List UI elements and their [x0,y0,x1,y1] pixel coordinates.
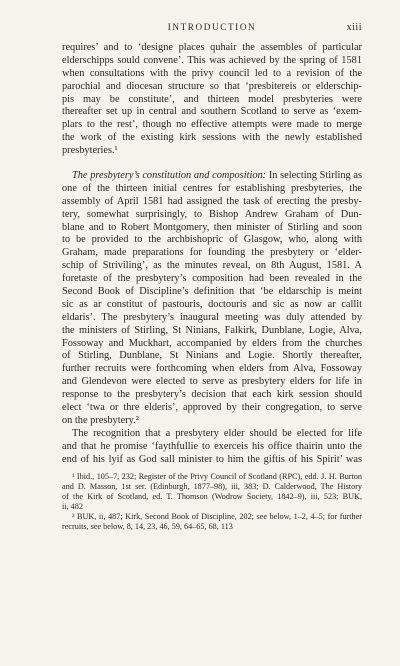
running-head-title: INTRODUCTION [167,22,257,32]
footnote-line: of the Kirk of Scotland, ed. T. Thomson (Wodrow Society, 1842–9), iii, 523; BUK, [62,491,362,501]
footnote-line: ² BUK, ii, 487; Kirk, Second Book of Discipline, 202; see below, 1–2, 4–5; for further [72,512,362,522]
paragraph-2-line: blane and to Robert Montgomery, then minister of Stirling and soon [62,221,362,233]
page-number: xiii [346,22,362,33]
paragraph-2-line: foretaste of the presbytery’s composition had been revealed in the [62,273,362,285]
paragraph-2-line: response to the presbytery’s decision that each kirk session should [62,389,362,401]
paragraph-2-line: further recruits were forthcoming when elders from Alva, Fossoway [62,363,362,375]
paragraph-2-line: and Glendevon were elected to serve as presbytery elders for life in [62,376,362,388]
paragraph-1 [62,42,362,158]
paragraph-2-line: tery, somewhat surprisingly, to Bishop Andrew Graham of Dun- [62,208,362,220]
paragraph-3-line: end of his lyif as God sall minister to him the giftis of his Spirit’ was [62,453,362,465]
paragraph-2-line: Graham, made preparations for founding the presbytery or ‘elder- [62,247,362,259]
paragraph-3-line: and that he promise ‘faythfullie to exerceis his office thairin unto the [62,440,362,452]
paragraph-1-line: parochial and diocesan structure so that ‘presbitereis or elderschip- [62,80,362,92]
paragraph-1-line: when consultations with the privy council led to a revision of the [62,67,362,79]
paragraph-2-line: the ministers of Stirling, St Ninians, Falkirk, Dunblane, Logie, Alva, [62,324,362,336]
footnote-line: ii, 482 [62,502,83,512]
paragraph-1-line: presbyteries.¹ [62,145,118,157]
footnotes [62,472,362,533]
paragraph-1-line: pis may be constitute’, and thirteen model presbyteries were [62,93,362,105]
paragraph-2-line [62,170,362,183]
paragraph-2-line: sic as ar constitut of pastouris, doctouris and sic as now ar callit [62,298,362,310]
paragraph-2-line: on the presbytery.² [62,414,139,426]
running-head [62,22,362,36]
paragraph-1-line: elderschipps sould convene’. This was achieved by the spring of 1581 [62,54,362,66]
paragraph-3 [62,428,362,467]
paragraph-1-line: the work of the existing kirk sessions with the newly established [62,132,362,144]
section-heading: The presbytery’s constitution and composition: [72,170,267,182]
paragraph-1-line: requires’ and to ‘designe places quhair the assembles of particular [62,42,362,53]
footnote-line: and D. Masson, 1st ser. (Edinburgh, 1877–98), iii, 383; D. Calderwood, The History [62,481,362,491]
paragraph-2-line: Second Book of Discipline’s definition that ‘be eldarschip is meint [62,286,362,298]
paragraph-2-line: of Stirling, Dunblane, St Ninians and Logie. Shortly thereafter, [62,350,362,362]
paragraph-2-line: eldaris’. The presbytery’s inaugural meeting was duly attended by [62,311,362,323]
paragraph-2-line: assembly of April 1581 had assigned the task of erecting the presby- [62,195,362,207]
paragraph-1-line: thereafter set up in central and southern Scotland to serve as ‘exem- [62,106,362,118]
paragraph-2-line: elect ‘twa or thre elderis’, approved by their congregation, to serve [62,402,362,414]
footnote-line: recruits, see below, 8, 14, 23, 46, 59, 64–65, 68, 113 [62,522,233,532]
paragraph-2 [62,170,362,428]
footnote-line: ¹ Ibid., 105–7, 232; Register of the Privy Council of Scotland (RPC), edd. J. H. Burton [72,471,362,481]
paragraph-2-line: to be provided to the archbishopric of Glasgow, who, along with [62,234,362,246]
paragraph-1-line: plars to the rest’, though no effective attempts were made to merge [62,119,362,131]
paragraph-2-line: schip of Striviling’, as the minutes reveal, on 8th August, 1581. A [62,260,362,272]
paragraph-3-line: The recognition that a presbytery elder should be elected for life [72,427,362,439]
paragraph-2-line: Fossoway and Muckhart, accompanied by elders from the churches [62,337,362,349]
body-text [62,42,362,533]
section-heading-continuation: In selecting Stirling as [266,170,362,182]
paragraph-2-line: one of the thirteen initial centres for establishing presbyteries, the [62,182,362,194]
